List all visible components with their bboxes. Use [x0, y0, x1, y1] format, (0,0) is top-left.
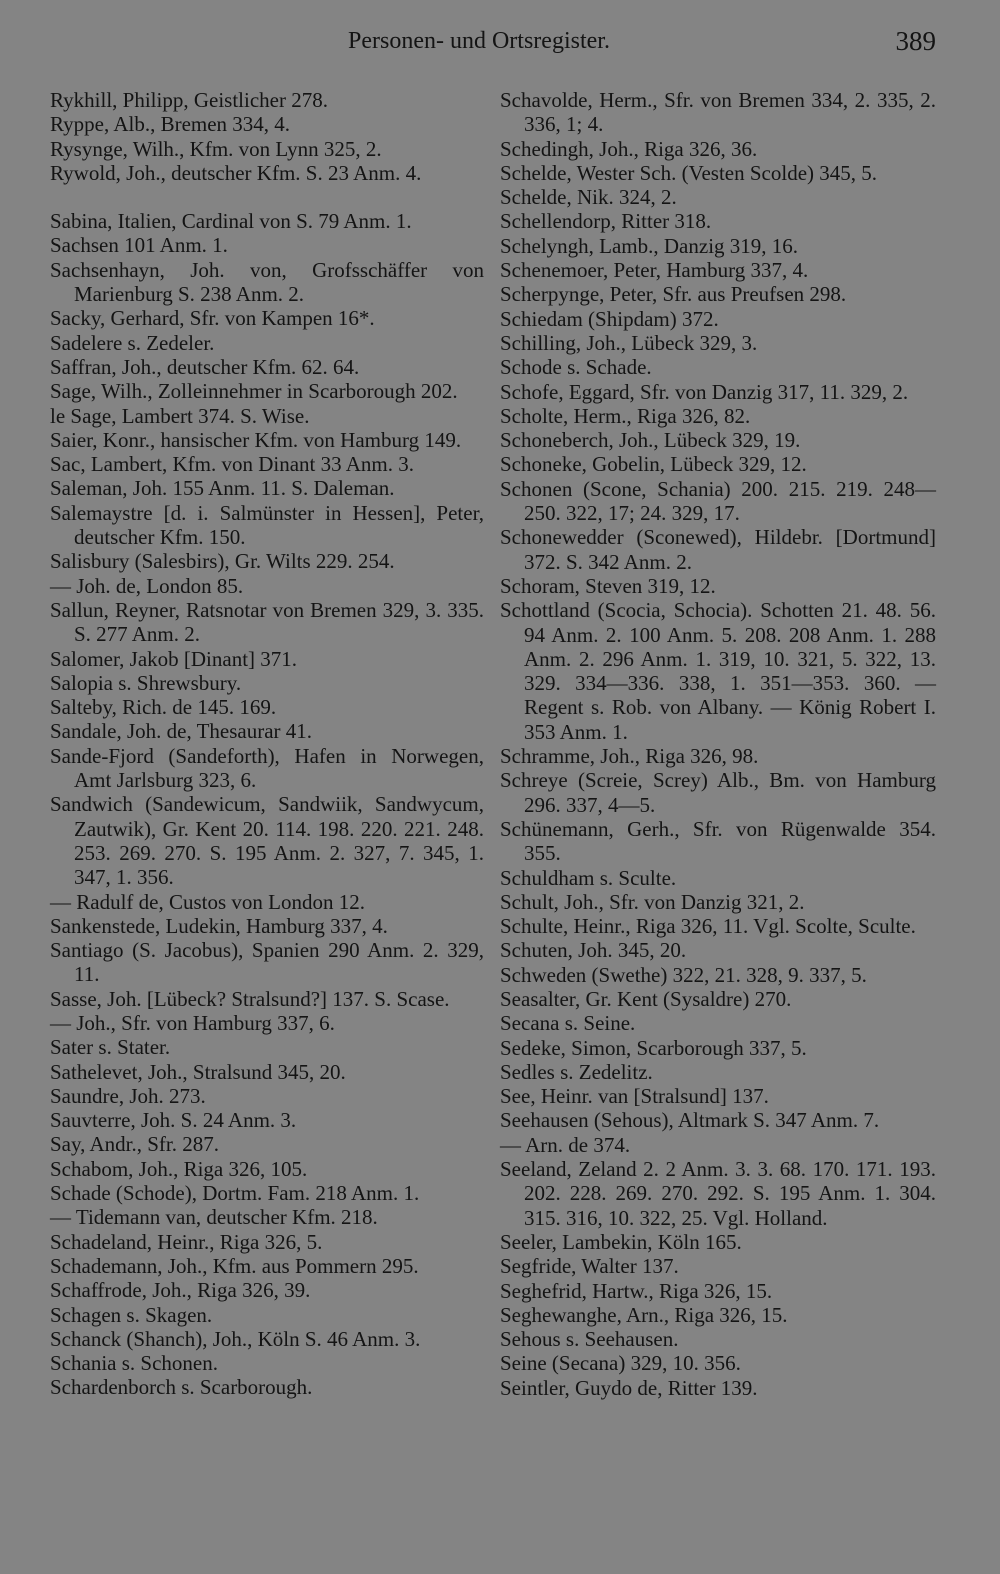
index-entry: Schoneke, Gobelin, Lübeck 329, 12. — [500, 452, 807, 477]
index-entry: — Tidemann van, deutscher Kfm. 218. — [50, 1205, 378, 1230]
index-entry: Schabom, Joh., Riga 326, 105. — [50, 1156, 308, 1181]
index-entry: Schreye (Screie, Screy) Alb., Bm. von Hamburg 296. 337, 4—5. — [500, 768, 936, 817]
index-entry: Schramme, Joh., Riga 326, 98. — [500, 744, 759, 769]
index-entry: Seehausen (Sehous), Altmark S. 347 Anm. 7. — [500, 1108, 880, 1133]
index-entry: Salomer, Jakob [Dinant] 371. — [50, 646, 298, 671]
index-entry: Schottland (Scocia, Schocia). Schotten 21. 48. 56. 94 Anm. 2. 100 Anm. 5. 208. 208 Anm. 1. 288 Anm. 2. 296 Anm. 1. 319, 10. 321, 5. 322, 13. 329. 334—336. 338, 1. 351—353. 360. — Regent s. Rob. von Albany. — König Robert I. 353 Anm. 1. — [500, 598, 936, 744]
index-entry: Scherpynge, Peter, Sfr. aus Preufsen 298. — [500, 282, 847, 307]
index-entry: Sachsen 101 Anm. 1. — [50, 233, 228, 258]
index-entry: Schonewedder (Sconewed), Hildebr. [Dortmund] 372. S. 342 Anm. 2. — [500, 525, 936, 574]
index-entry: Sedeke, Simon, Scarborough 337, 5. — [500, 1035, 807, 1060]
left-index-column — [50, 88, 484, 1400]
index-entry: Say, Andr., Sfr. 287. — [50, 1132, 219, 1157]
index-entry: Schanck (Shanch), Joh., Köln S. 46 Anm. 3. — [50, 1326, 421, 1351]
index-entry: Sauvterre, Joh. S. 24 Anm. 3. — [50, 1108, 297, 1133]
running-title: Personen- und Ortsregister. — [348, 28, 610, 54]
index-entry: Schulte, Heinr., Riga 326, 11. Vgl. Scolte, Sculte. — [500, 914, 916, 939]
index-entry: Sallun, Reyner, Ratsnotar von Bremen 329, 3. 335. S. 277 Anm. 2. — [50, 597, 484, 647]
index-entry: Schade (Schode), Dortm. Fam. 218 Anm. 1. — [50, 1181, 420, 1206]
index-entry: Saier, Konr., hansischer Kfm. von Hamburg 149. — [50, 427, 462, 452]
index-entry: Rysynge, Wilh., Kfm. von Lynn 325, 2. — [50, 136, 382, 161]
index-entry: Schoram, Steven 319, 12. — [500, 573, 716, 598]
page-header — [0, 26, 1000, 66]
index-entry: Schuten, Joh. 345, 20. — [500, 938, 687, 963]
index-entry: See, Heinr. van [Stralsund] 137. — [500, 1084, 769, 1109]
page-number: 389 — [895, 26, 936, 56]
right-index-column — [500, 88, 936, 1400]
index-entry: Sacky, Gerhard, Sfr. von Kampen 16*. — [50, 306, 375, 331]
index-entry: Schode s. Schade. — [500, 355, 652, 380]
index-entry: Sandwich (Sandewicum, Sandwiik, Sandwycum, Zautwik), Gr. Kent 20. 114. 198. 220. 221. 248. 253. 269. 270. S. 195 Anm. 2. 327, 7. 345, 1. 347, 1. 356. — [50, 792, 484, 890]
index-entry: Sac, Lambert, Kfm. von Dinant 33 Anm. 3. — [50, 452, 414, 477]
index-entry: Schult, Joh., Sfr. von Danzig 321, 2. — [500, 889, 805, 914]
index-entry: Schuldham s. Sculte. — [500, 865, 677, 890]
index-entry: Secana s. Seine. — [500, 1011, 636, 1036]
index-entry: Schaffrode, Joh., Riga 326, 39. — [50, 1278, 311, 1303]
index-entry: Scholte, Herm., Riga 326, 82. — [500, 403, 751, 428]
index-entry: Schadeland, Heinr., Riga 326, 5. — [50, 1229, 323, 1254]
index-entry: Schünemann, Gerh., Sfr. von Rügenwalde 354. 355. — [500, 816, 936, 866]
index-entry: Rywold, Joh., deutscher Kfm. S. 23 Anm. 4. — [50, 160, 422, 185]
index-entry: Sadelere s. Zedeler. — [50, 330, 215, 355]
index-entry: Sachsenhayn, Joh. von, Grofsschäffer von Marienburg S. 238 Anm. 2. — [50, 257, 484, 307]
index-entry: Schweden (Swethe) 322, 21. 328, 9. 337, 5. — [500, 962, 867, 987]
index-entry: Sankenstede, Ludekin, Hamburg 337, 4. — [50, 913, 388, 938]
index-entry: Seghewanghe, Arn., Riga 326, 15. — [500, 1302, 788, 1327]
index-entry: Sandale, Joh. de, Thesaurar 41. — [50, 719, 313, 744]
index-entry: Sasse, Joh. [Lübeck? Stralsund?] 137. S. Scase. — [50, 986, 450, 1011]
index-entry: Sehous s. Seehausen. — [500, 1327, 679, 1352]
index-entry: Segfride, Walter 137. — [500, 1254, 679, 1279]
index-entry: — Joh., Sfr. von Hamburg 337, 6. — [50, 1010, 335, 1035]
index-entry: Schania s. Schonen. — [50, 1351, 218, 1376]
index-entry: Schardenborch s. Scarborough. — [50, 1375, 313, 1400]
index-entry: Seine (Secana) 329, 10. 356. — [500, 1351, 741, 1376]
index-entry: Schelde, Wester Sch. (Vesten Scolde) 345, 5. — [500, 160, 878, 185]
index-entry: le Sage, Lambert 374. S. Wise. — [50, 403, 310, 428]
index-entry: — Arn. de 374. — [500, 1132, 631, 1157]
entry-gap — [50, 185, 484, 209]
index-entry: Sage, Wilh., Zolleinnehmer in Scarborough 202. — [50, 379, 458, 404]
index-entry: Ryppe, Alb., Bremen 334, 4. — [50, 112, 291, 137]
index-entry: Schelyngh, Lamb., Danzig 319, 16. — [500, 233, 799, 258]
index-entry: Seintler, Guydo de, Ritter 139. — [500, 1375, 758, 1400]
index-entry: Sedles s. Zedelitz. — [500, 1059, 653, 1084]
index-entry: Santiago (S. Jacobus), Spanien 290 Anm. 2. 329, 11. — [50, 938, 484, 987]
index-entry: Schoneberch, Joh., Lübeck 329, 19. — [500, 428, 801, 453]
index-entry: Saleman, Joh. 155 Anm. 11. S. Daleman. — [50, 476, 395, 501]
index-entry: Sater s. Stater. — [50, 1035, 171, 1060]
index-entry: Schofe, Eggard, Sfr. von Danzig 317, 11. 329, 2. — [500, 379, 909, 404]
index-entry: Rykhill, Philipp, Geistlicher 278. — [50, 88, 328, 112]
index-entry: Sathelevet, Joh., Stralsund 345, 20. — [50, 1059, 346, 1084]
index-entry: Saffran, Joh., deutscher Kfm. 62. 64. — [50, 354, 360, 379]
index-entry: Salemaystre [d. i. Salmünster in Hessen], Peter, deutscher Kfm. 150. — [50, 500, 484, 550]
index-entry: Schellendorp, Ritter 318. — [500, 209, 712, 234]
index-entry: Sande-Fjord (Sandeforth), Hafen in Norwegen, Amt Jarlsburg 323, 6. — [50, 743, 484, 793]
index-entry: Salteby, Rich. de 145. 169. — [50, 695, 277, 720]
index-entry: Salopia s. Shrewsbury. — [50, 670, 242, 695]
index-entry: Schademann, Joh., Kfm. aus Pommern 295. — [50, 1253, 419, 1278]
index-entry: — Radulf de, Custos von London 12. — [50, 889, 365, 914]
index-entry: Seeler, Lambekin, Köln 165. — [500, 1229, 742, 1254]
index-entry: Salisbury (Salesbirs), Gr. Wilts 229. 254. — [50, 549, 395, 574]
index-entry: Seeland, Zeland 2. 2 Anm. 3. 3. 68. 170. 171. 193. 202. 228. 269. 270. 292. S. 195 Anm. 1. 304. 315. 316, 10. 322, 25. Vgl. Holland. — [500, 1157, 936, 1230]
index-entry: Seasalter, Gr. Kent (Sysaldre) 270. — [500, 986, 792, 1011]
index-entry: Schelde, Nik. 324, 2. — [500, 185, 677, 210]
index-entry: Schavolde, Herm., Sfr. von Bremen 334, 2. 335, 2. 336, 1; 4. — [500, 88, 936, 137]
index-entry: Schiedam (Shipdam) 372. — [500, 306, 719, 331]
index-entry: Schagen s. Skagen. — [50, 1302, 213, 1327]
index-entry: Saundre, Joh. 273. — [50, 1083, 206, 1108]
index-entry: Seghefrid, Hartw., Riga 326, 15. — [500, 1278, 773, 1303]
index-entry: — Joh. de, London 85. — [50, 573, 244, 598]
index-entry: Sabina, Italien, Cardinal von S. 79 Anm. 1. — [50, 209, 412, 234]
index-entry: Schedingh, Joh., Riga 326, 36. — [500, 136, 758, 161]
index-entry: Schenemoer, Peter, Hamburg 337, 4. — [500, 258, 809, 283]
index-entry: Schilling, Joh., Lübeck 329, 3. — [500, 330, 758, 355]
index-entry: Schonen (Scone, Schania) 200. 215. 219. 248—250. 322, 17; 24. 329, 17. — [500, 476, 936, 526]
